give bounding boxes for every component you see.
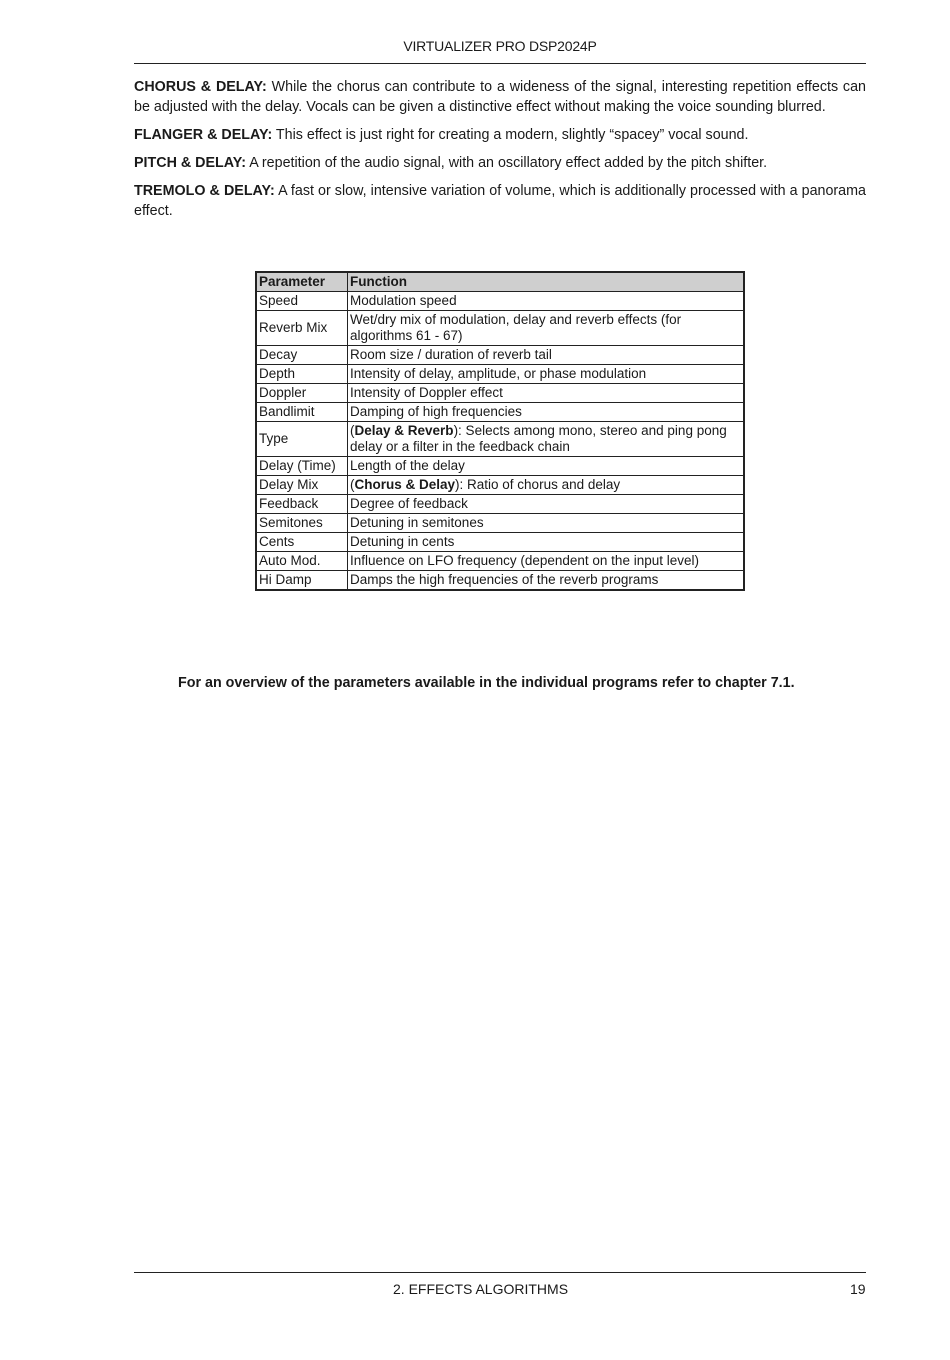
function-cell: (Chorus & Delay): Ratio of chorus and delay xyxy=(348,476,745,495)
paragraph-text: A repetition of the audio signal, with an oscillatory effect added by the pitch shifter. xyxy=(246,155,768,171)
paragraph-label: FLANGER & DELAY: xyxy=(134,127,273,143)
parameter-cell: Type xyxy=(256,422,348,457)
chapter-reference-note: For an overview of the parameters available in the individual programs refer to chapter 7.1. xyxy=(178,675,795,691)
table-row xyxy=(256,384,744,403)
function-cell: (Delay & Reverb): Selects among mono, stereo and ping pong delay or a filter in the feedback chain xyxy=(348,422,745,457)
function-cell: Length of the delay xyxy=(348,457,745,476)
table-row xyxy=(256,552,744,571)
table-row xyxy=(256,514,744,533)
column-header-parameter: Parameter xyxy=(256,272,348,292)
function-cell: Detuning in semitones xyxy=(348,514,745,533)
parameter-cell: Reverb Mix xyxy=(256,311,348,346)
paragraph-pitch-delay xyxy=(134,153,866,173)
function-cell: Modulation speed xyxy=(348,292,745,311)
table-row xyxy=(256,346,744,365)
function-cell: Intensity of delay, amplitude, or phase modulation xyxy=(348,365,745,384)
parameter-cell: Speed xyxy=(256,292,348,311)
parameter-table xyxy=(255,271,745,591)
paragraph-label: PITCH & DELAY: xyxy=(134,155,247,171)
parameter-cell: Delay Mix xyxy=(256,476,348,495)
parameter-cell: Semitones xyxy=(256,514,348,533)
column-header-function: Function xyxy=(348,272,745,292)
parameter-cell: Delay (Time) xyxy=(256,457,348,476)
parameter-cell: Doppler xyxy=(256,384,348,403)
parameter-cell: Feedback xyxy=(256,495,348,514)
parameter-cell: Bandlimit xyxy=(256,403,348,422)
parameter-cell: Hi Damp xyxy=(256,571,348,591)
function-cell: Intensity of Doppler effect xyxy=(348,384,745,403)
parameter-cell: Auto Mod. xyxy=(256,552,348,571)
table-row xyxy=(256,457,744,476)
table-row xyxy=(256,365,744,384)
function-cell: Room size / duration of reverb tail xyxy=(348,346,745,365)
body-text xyxy=(134,77,866,229)
function-cell: Influence on LFO frequency (dependent on the input level) xyxy=(348,552,745,571)
paragraph-text: A fast or slow, intensive variation of volume, which is additionally processed with a panorama effect. xyxy=(134,183,866,219)
page-number: 19 xyxy=(850,1281,866,1297)
table-row xyxy=(256,311,744,346)
function-cell: Damping of high frequencies xyxy=(348,403,745,422)
paragraph-tremolo-delay xyxy=(134,181,866,221)
paragraph-label: TREMOLO & DELAY: xyxy=(134,183,275,199)
page-header-title: VIRTUALIZER PRO DSP2024P xyxy=(403,38,597,54)
parameter-cell: Decay xyxy=(256,346,348,365)
table-header-row xyxy=(256,272,744,292)
header-rule xyxy=(134,63,866,64)
parameter-cell: Depth xyxy=(256,365,348,384)
table-row xyxy=(256,533,744,552)
function-cell: Degree of feedback xyxy=(348,495,745,514)
table-row xyxy=(256,495,744,514)
paragraph-chorus-delay xyxy=(134,77,866,117)
table-row xyxy=(256,571,744,591)
paragraph-flanger-delay xyxy=(134,125,866,145)
table-row xyxy=(256,422,744,457)
function-cell: Damps the high frequencies of the reverb programs xyxy=(348,571,745,591)
footer-section-title: 2. EFFECTS ALGORITHMS xyxy=(393,1281,569,1297)
parameter-cell: Cents xyxy=(256,533,348,552)
paragraph-text: This effect is just right for creating a modern, slightly “spacey” vocal sound. xyxy=(272,127,749,143)
function-cell: Wet/dry mix of modulation, delay and reverb effects (for algorithms 61 - 67) xyxy=(348,311,745,346)
paragraph-text: While the chorus can contribute to a wideness of the signal, interesting repetition effects can be adjusted with the delay. Vocals can be given a distinctive effect without making the voice sounding blurred. xyxy=(134,79,866,115)
table-row xyxy=(256,403,744,422)
function-cell: Detuning in cents xyxy=(348,533,745,552)
table-row xyxy=(256,476,744,495)
paragraph-label: CHORUS & DELAY: xyxy=(134,79,267,95)
table-row xyxy=(256,292,744,311)
footer-rule xyxy=(134,1272,866,1273)
